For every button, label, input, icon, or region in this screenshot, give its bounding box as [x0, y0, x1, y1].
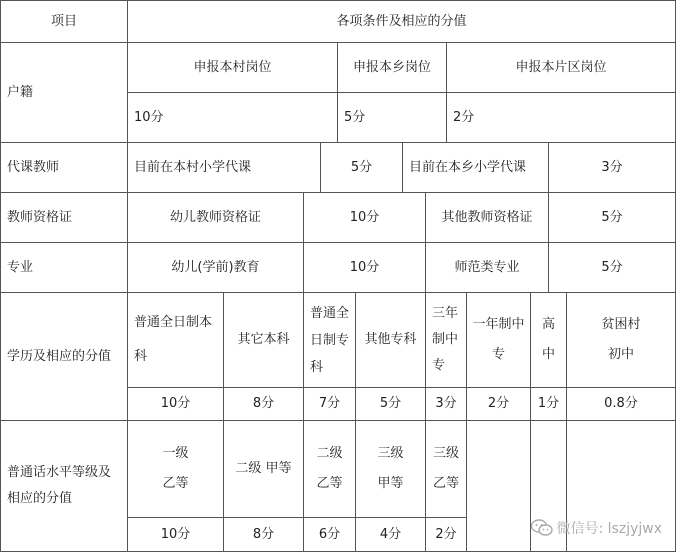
- xueli-option: [303, 292, 356, 388]
- xueli-option: [127, 292, 224, 388]
- zhuanye-option: [127, 242, 304, 293]
- xueli-score-text: 10分: [160, 396, 191, 411]
- zige-score-text: 5分: [601, 209, 623, 225]
- zhuanye-score-text: 5分: [601, 259, 623, 275]
- huji-option: [337, 42, 447, 93]
- xueli-score: [530, 387, 567, 421]
- xueli-option-text: 其它本科: [237, 332, 290, 347]
- putonghua-score-text: 2分: [435, 526, 457, 542]
- huji-label: [0, 42, 128, 143]
- zhuanye-score-text: 10分: [349, 259, 380, 275]
- putonghua-score: [127, 517, 224, 552]
- xueli-score: [223, 387, 304, 421]
- zige-score: [303, 192, 426, 243]
- xueli-score-text: 0.8分: [604, 396, 638, 411]
- daike-option: [127, 142, 321, 193]
- huji-score-text: 2分: [453, 109, 475, 125]
- daike-option-text: 目前在本村小学代课: [134, 159, 252, 175]
- header-item-label: 项目: [50, 13, 77, 29]
- putonghua-score: [223, 517, 304, 552]
- daike-option: [402, 142, 549, 193]
- header-item: [0, 0, 128, 43]
- xueli-score-text: 2分: [487, 396, 510, 411]
- daike-label: [0, 142, 128, 193]
- xueli-option: [530, 292, 567, 388]
- zige-option: [127, 192, 304, 243]
- daike-score-text: 3分: [601, 159, 623, 175]
- huji-option-text: 申报本片区岗位: [515, 59, 607, 75]
- xueli-score: [466, 387, 531, 421]
- zige-option-text: 幼儿教师资格证: [169, 209, 261, 225]
- xueli-option: [466, 292, 531, 388]
- putonghua-label: [0, 420, 128, 552]
- huji-option: [127, 42, 338, 93]
- xueli-score: [127, 387, 224, 421]
- daike-option-text: 目前在本乡小学代课: [409, 159, 527, 175]
- daike-score: [548, 142, 676, 193]
- header-conditions-label: 各项条件及相应的分值: [336, 13, 467, 29]
- xueli-score-text: 8分: [252, 396, 275, 411]
- zhuanye-score: [303, 242, 426, 293]
- xueli-option: [425, 292, 467, 388]
- huji-score-text: 10分: [134, 109, 164, 125]
- huji-score: [127, 92, 338, 143]
- watermark-text: 微信号: lszjyjwx: [556, 521, 662, 537]
- huji-label-text: 户籍: [7, 84, 34, 100]
- huji-score: [446, 92, 676, 143]
- xueli-option-text: 普通全日制专科: [310, 305, 350, 375]
- zhuanye-label-text: 专业: [7, 259, 34, 275]
- wechat-icon: [531, 519, 553, 537]
- putonghua-score-text: 10分: [160, 526, 191, 542]
- putonghua-option: [355, 420, 426, 518]
- xueli-label-text: 学历及相应的分值: [7, 348, 112, 364]
- xueli-option: [566, 292, 676, 388]
- putonghua-option-text: 三级乙等: [432, 446, 459, 491]
- xueli-score: [355, 387, 426, 421]
- putonghua-option-text: 二级乙等: [316, 446, 343, 491]
- watermark: [531, 518, 663, 538]
- zhuanye-score: [548, 242, 676, 293]
- putonghua-option-text: 三级甲等: [377, 446, 404, 491]
- putonghua-score-text: 4分: [379, 526, 402, 542]
- xueli-option-text: 三年制中专: [432, 306, 459, 373]
- putonghua-score-text: 8分: [252, 526, 275, 542]
- zige-score-text: 10分: [349, 209, 380, 225]
- xueli-score: [566, 387, 676, 421]
- putonghua-score-text: 6分: [318, 526, 341, 542]
- xueli-option-text: 一年制中专: [472, 317, 525, 362]
- putonghua-option-text: 二级 甲等: [235, 461, 292, 476]
- putonghua-score: [303, 517, 356, 552]
- xueli-option-text: 普通全日制本科: [134, 315, 213, 364]
- xueli-score: [425, 387, 467, 421]
- daike-score-text: 5分: [350, 159, 373, 175]
- putonghua-option: [127, 420, 224, 518]
- huji-score-text: 5分: [344, 109, 366, 125]
- xueli-option-text: 其他专科: [364, 332, 417, 347]
- huji-option: [446, 42, 676, 93]
- putonghua-score: [425, 517, 467, 552]
- zige-score: [548, 192, 676, 243]
- putonghua-option: [223, 420, 304, 518]
- putonghua-option-text: 一级乙等: [162, 446, 189, 491]
- daike-label-text: 代课教师: [7, 159, 60, 175]
- xueli-score-text: 7分: [318, 396, 341, 411]
- putonghua-score: [355, 517, 426, 552]
- xueli-score-text: 3分: [435, 396, 457, 411]
- xueli-score: [303, 387, 356, 421]
- zhuanye-option-text: 幼儿(学前)教育: [171, 259, 260, 275]
- zige-label: [0, 192, 128, 243]
- putonghua-empty-cell: [466, 420, 531, 552]
- xueli-score-text: 5分: [379, 396, 402, 411]
- zhuanye-option: [425, 242, 549, 293]
- daike-score: [320, 142, 403, 193]
- huji-option-text: 申报本乡岗位: [352, 59, 431, 75]
- huji-score: [337, 92, 447, 143]
- xueli-option-text: 贫困村初中: [601, 317, 641, 362]
- zige-label-text: 教师资格证: [7, 209, 73, 225]
- header-conditions: [127, 0, 676, 43]
- putonghua-label-text: 普通话水平等级及相应的分值: [7, 465, 112, 506]
- zhuanye-label: [0, 242, 128, 293]
- zige-option-text: 其他教师资格证: [441, 209, 533, 225]
- xueli-option: [355, 292, 426, 388]
- xueli-label: [0, 292, 128, 421]
- xueli-score-text: 1分: [537, 396, 560, 411]
- huji-option-text: 申报本村岗位: [193, 59, 272, 75]
- xueli-option-text: 高中: [541, 317, 555, 362]
- xueli-option: [223, 292, 304, 388]
- putonghua-option: [303, 420, 356, 518]
- zhuanye-option-text: 师范类专业: [454, 259, 520, 275]
- zige-option: [425, 192, 549, 243]
- putonghua-option: [425, 420, 467, 518]
